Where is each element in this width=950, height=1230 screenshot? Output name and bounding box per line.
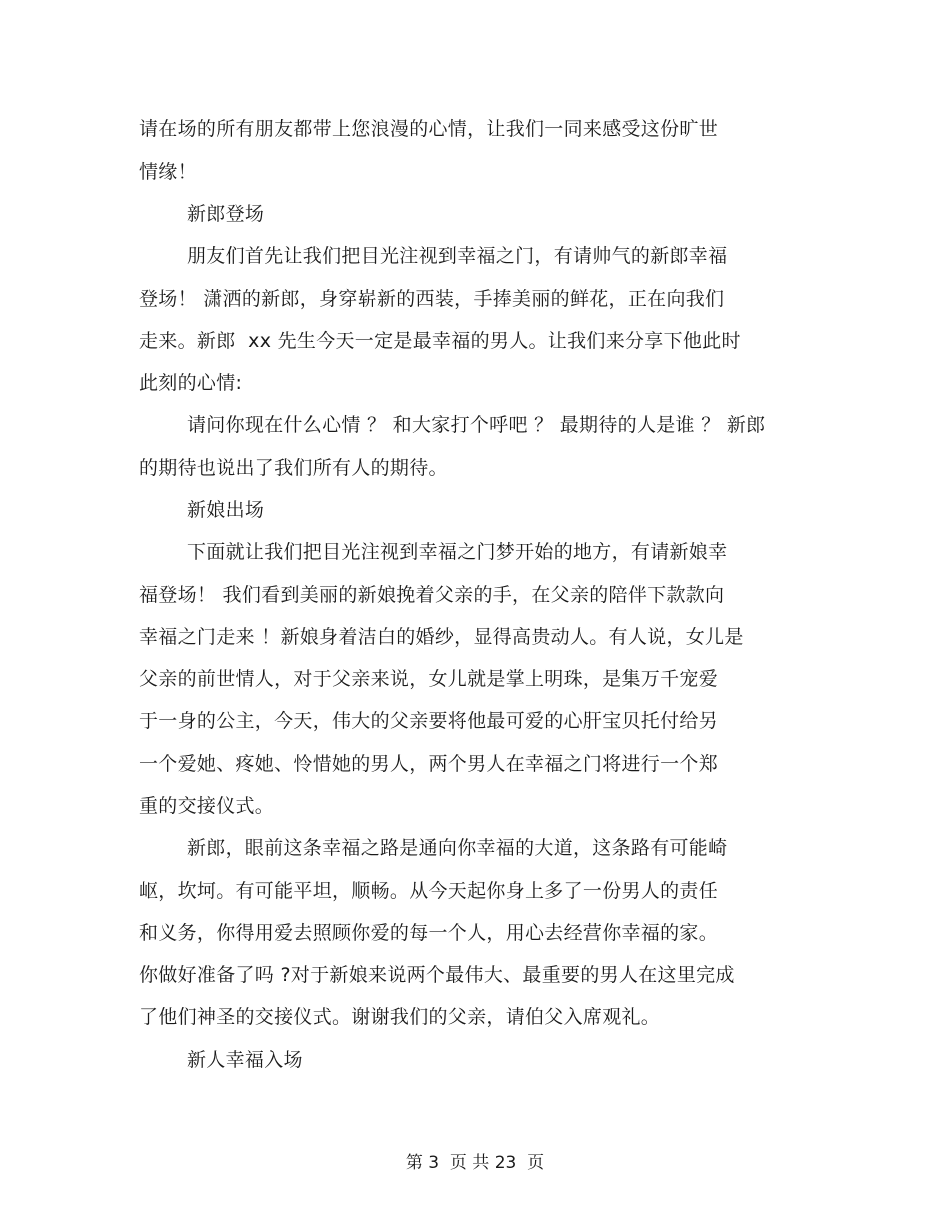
body-line: 你做好准备了吗 ?对于新娘来说两个最伟大、最重要的男人在这里完成: [139, 964, 735, 986]
body-line: 登场！ 潇洒的新郎，身穿崭新的西装，手捧美丽的鲜花，正在向我们: [139, 288, 725, 310]
body-line: 于一身的公主，今天，伟大的父亲要将他最可爱的心肝宝贝托付给另: [139, 710, 719, 732]
body-line: 情缘！: [139, 161, 197, 183]
body-line: 一个爱她、疼她、怜惜她的男人，两个男人在幸福之门将进行一个郑: [139, 753, 719, 775]
body-line: 和义务，你得用爱去照顾你爱的每一个人，用心去经营你幸福的家。: [139, 922, 719, 944]
body-line: 请在场的所有朋友都带上您浪漫的心情，让我们一同来感受这份旷世: [139, 118, 719, 140]
body-line: 幸福之门走来 ！新娘身着洁白的婚纱，显得高贵动人。有人说，女儿是: [139, 626, 744, 648]
body-line: 福登场！ 我们看到美丽的新娘挽着父亲的手，在父亲的陪伴下款款向: [139, 584, 725, 606]
body-line: 新郎，眼前这条幸福之路是通向你幸福的大道，这条路有可能崎: [187, 837, 728, 859]
section-heading-groom-entrance: 新郎登场: [187, 203, 265, 225]
body-line: 下面就让我们把目光注视到幸福之门梦开始的地方，有请新娘幸: [187, 541, 728, 563]
body-line: 此刻的心情:: [139, 372, 243, 394]
body-line: 朋友们首先让我们把目光注视到幸福之门，有请帅气的新郎幸福: [187, 245, 728, 267]
body-line: 了他们神圣的交接仪式。谢谢我们的父亲，请伯父入席观礼。: [139, 1006, 661, 1028]
section-heading-couple-entrance: 新人幸福入场: [187, 1049, 303, 1071]
body-line: 父亲的前世情人，对于父亲来说，女儿就是掌上明珠，是集万千宠爱: [139, 668, 719, 690]
body-line: 的期待也说出了我们所有人的期待。: [139, 457, 448, 479]
section-heading-bride-entrance: 新娘出场: [187, 499, 265, 521]
body-line: 走来。新郎 xx 先生今天一定是最幸福的男人。让我们来分享下他此时: [139, 330, 741, 352]
body-line: 岖，坎坷。有可能平坦，顺畅。从今天起你身上多了一份男人的责任: [139, 880, 719, 902]
body-line: 请问你现在什么心情 ？ 和大家打个呼吧 ？ 最期待的人是谁 ？ 新郎: [187, 414, 766, 436]
body-line: 重的交接仪式。: [139, 795, 275, 817]
page-number-footer: 第 3 页 共 23 页: [405, 1153, 545, 1173]
